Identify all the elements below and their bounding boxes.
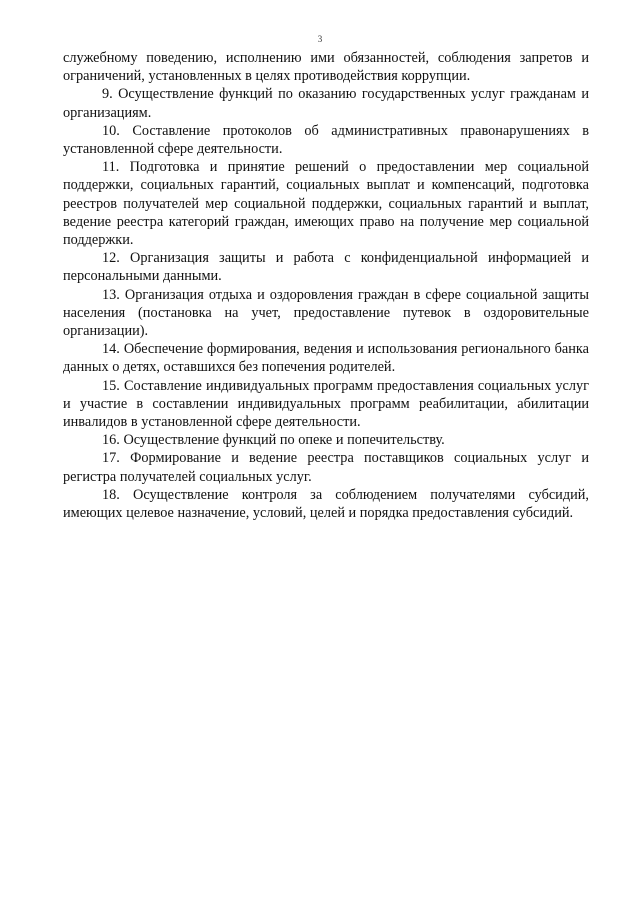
page-number: 3 (317, 34, 323, 44)
document-body (63, 49, 589, 522)
paragraph-continuation: служебному поведению, исполнению ими обязанностей, соблюдения запретов и ограничений, установленных в целях противодействия коррупции. (63, 50, 589, 85)
paragraph-item-12: 12. Организация защиты и работа с конфиденциальной информацией и персональными данными. (63, 250, 589, 285)
paragraph-item-15: 15. Составление индивидуальных программ предоставления социальных услуг и участие в составлении индивидуальных программ реабилитации, абилитации инвалидов в установленной сфере деятельности. (63, 377, 589, 431)
paragraph-item-16: 16. Осуществление функций по опеке и попечительству. (102, 432, 445, 449)
paragraph-item-11: 11. Подготовка и принятие решений о предоставлении мер социальной поддержки, социальных гарантий, социальных выплат и компенсаций, подготовка реестров получателей мер социальной поддержки, социальных гарантий и выплат, ведение реестра категорий граждан, имеющих право на получение мер социальной поддержки. (63, 159, 589, 249)
paragraph-item-10: 10. Составление протоколов об административных правонарушениях в установленной сфере деятельности. (63, 122, 589, 158)
paragraph-item-14: 14. Обеспечение формирования, ведения и использования регионального банка данных о детях, оставшихся без попечения родителей. (63, 341, 589, 376)
paragraph-item-18: 18. Осуществление контроля за соблюдением получателями субсидий, имеющих целевое назначение, условий, целей и порядка предоставления субсидий. (63, 486, 589, 522)
paragraph-item-17: 17. Формирование и ведение реестра поставщиков социальных услуг и регистра получателей социальных услуг. (63, 450, 589, 485)
paragraph-item-9: 9. Осуществление функций по оказанию государственных услуг гражданам и организациям. (63, 86, 589, 121)
paragraph-item-13: 13. Организация отдыха и оздоровления граждан в сфере социальной защиты населения (постановка на учет, предоставление путевок в оздоровительные организации). (63, 286, 589, 340)
